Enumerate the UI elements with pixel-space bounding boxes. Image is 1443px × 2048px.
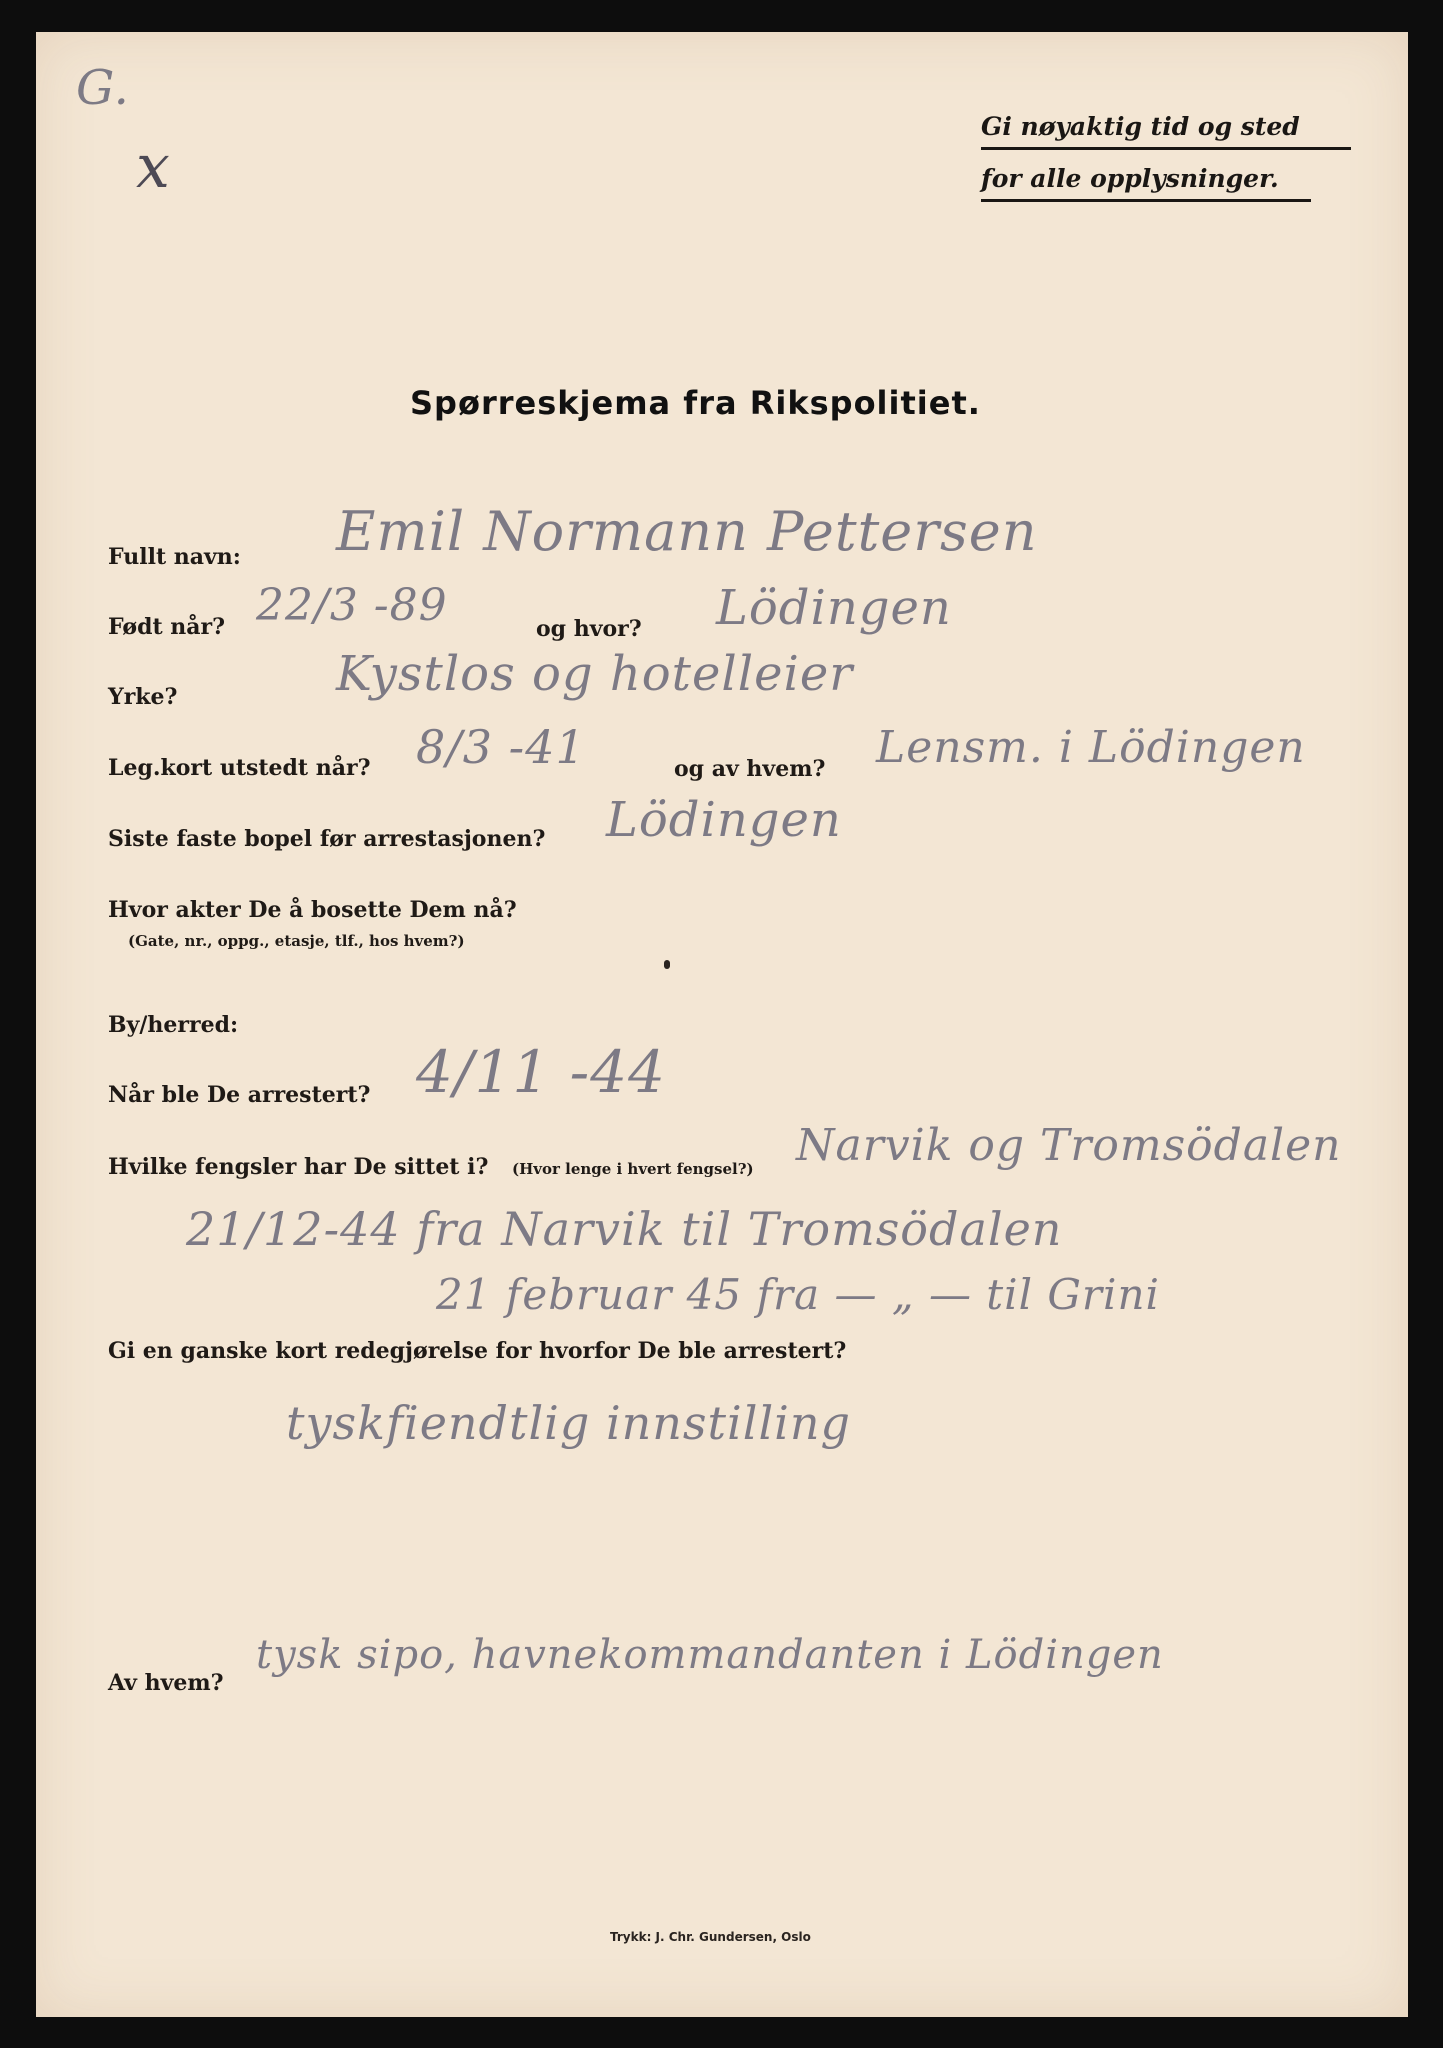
form-sheet: [36, 32, 1408, 2017]
settle-hint: (Gate, nr., oppg., etasje, tlf., hos hvem?): [128, 932, 465, 950]
id-card-label: Leg.kort utstedt når?: [108, 755, 371, 781]
printer-imprint: Trykk: J. Chr. Gundersen, Oslo: [610, 1930, 811, 1944]
by-whom-value: tysk sipo, havnekommandanten i Lödingen: [256, 1632, 1164, 1678]
last-residence-value: Lödingen: [606, 792, 842, 848]
prisons-label: Hvilke fengsler har De sittet i?: [108, 1154, 489, 1180]
full-name-value: Emil Normann Pettersen: [336, 500, 1038, 563]
instruction-rule-2: [981, 199, 1311, 202]
prisons-value-line-3: 21 februar 45 fra — „ — til Grini: [436, 1270, 1160, 1319]
full-name-label: Fullt navn:: [108, 544, 241, 570]
arrested-when-value: 4/11 -44: [416, 1038, 667, 1106]
occupation-label: Yrke?: [108, 684, 178, 710]
born-when-value: 22/3 -89: [256, 580, 448, 631]
occupation-value: Kystlos og hotelleier: [336, 646, 854, 702]
prisons-value-line-2: 21/12-44 fra Narvik til Tromsödalen: [186, 1202, 1063, 1256]
born-when-label: Født når?: [108, 614, 226, 640]
id-card-by-value: Lensm. i Lödingen: [876, 722, 1306, 773]
by-whom-label: Av hvem?: [108, 1670, 224, 1696]
form-title: Spørreskjema fra Rikspolitiet.: [410, 384, 981, 422]
reason-label: Gi en ganske kort redegjørelse for hvorfor De ble arrestert?: [108, 1338, 847, 1364]
born-where-value: Lödingen: [716, 580, 952, 636]
town-label: By/herred:: [108, 1012, 239, 1038]
arrested-when-label: Når ble De arrestert?: [108, 1082, 371, 1108]
id-card-when-value: 8/3 -41: [416, 720, 586, 774]
ink-dot: [664, 960, 670, 969]
prisons-hint: (Hvor lenge i hvert fengsel?): [512, 1160, 754, 1178]
last-residence-label: Siste faste bopel før arrestasjonen?: [108, 826, 546, 852]
instruction-line-1: Gi nøyaktig tid og sted: [981, 112, 1300, 141]
born-where-label: og hvor?: [536, 616, 642, 642]
prisons-value: Narvik og Tromsödalen: [796, 1120, 1342, 1171]
instruction-line-2: for alle opplysninger.: [981, 164, 1279, 193]
id-card-by-label: og av hvem?: [674, 756, 826, 782]
instruction-rule-1: [981, 147, 1351, 150]
settle-label: Hvor akter De å bosette Dem nå?: [108, 897, 517, 923]
reason-value: tyskfiendtlig innstilling: [286, 1396, 851, 1450]
corner-mark-2: x: [136, 132, 171, 202]
corner-mark: G.: [76, 60, 130, 116]
